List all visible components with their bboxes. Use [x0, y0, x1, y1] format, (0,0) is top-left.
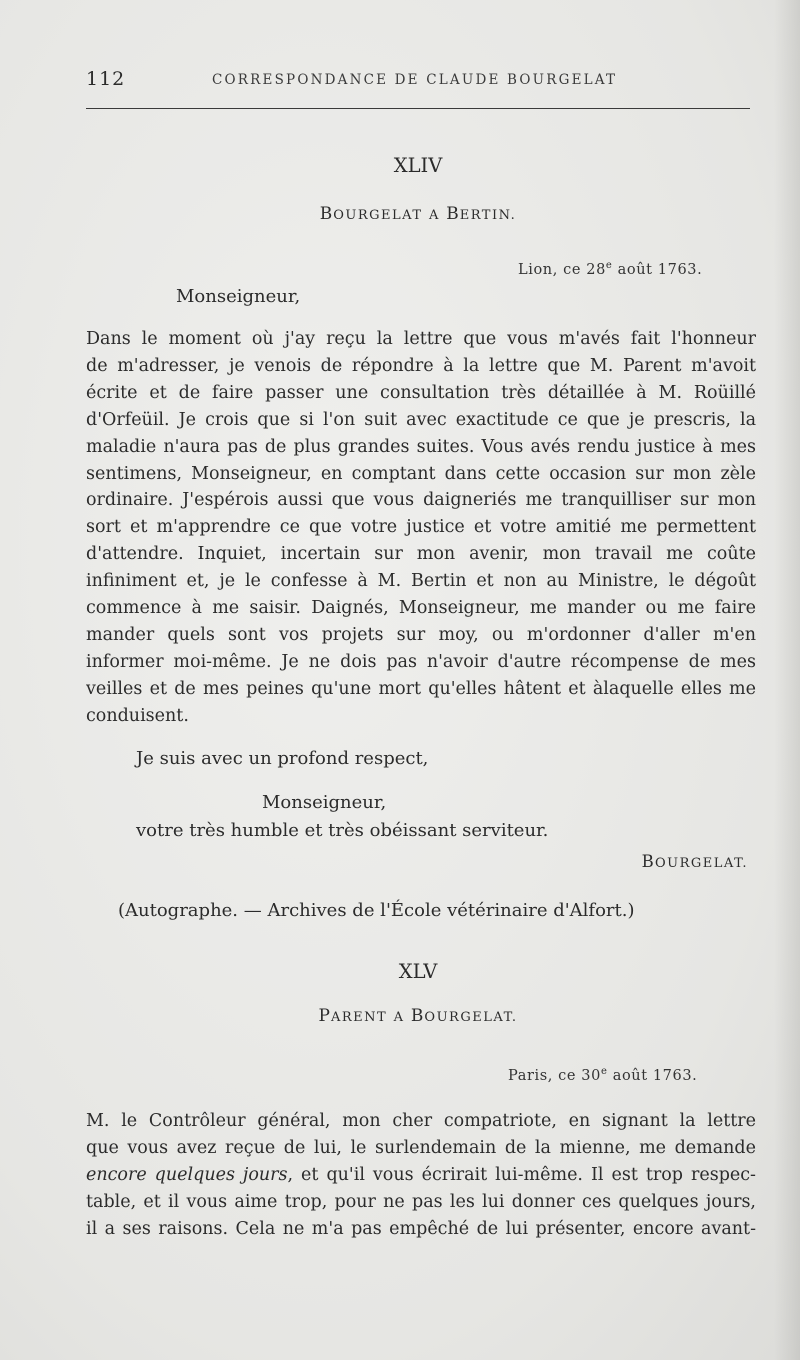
body-line: Dans le moment où j'ay reçu la lettre que vous m'avés fait l'honneur — [86, 329, 756, 349]
closing-line-1: Je suis avec un profond respect, — [136, 748, 429, 769]
body-line: infiniment et, je le confesse à M. Bertin et non au Ministre, le dégoût — [86, 571, 756, 592]
source-note: (Autographe. — Archives de l'École vétérinaire d'Alfort.) — [118, 900, 635, 921]
body-line: écrite et de faire passer une consultation très détaillée à M. Roüillé — [86, 382, 756, 403]
page-number: 112 — [86, 68, 126, 90]
body-line: veilles et de mes peines qu'une mort qu'elles hâtent et àlaquelle elles me — [86, 678, 756, 699]
body-line: encore quelques jours, et qu'il vous écrirait lui-même. Il est trop respec- — [86, 1164, 756, 1185]
closing-line-2: Monseigneur, — [262, 792, 387, 813]
page-edge-shadow — [774, 0, 800, 1360]
dateline-xliv — [518, 260, 702, 278]
signature — [642, 852, 748, 871]
salutation: Monseigneur, — [176, 286, 301, 307]
body-line: sentimens, Monseigneur, en comptant dans cette occasion sur mon zèle — [86, 463, 756, 484]
letter-from-to-text: PARENT A BOURGELAT. — [318, 1006, 518, 1026]
body-line: ordinaire. J'espérois aussi que vous daigneriés me tranquilliser sur mon — [86, 490, 756, 511]
body-line: d'Orfeüil. Je crois que si l'on suit avec exactitude ce que je prescris, la — [86, 409, 756, 430]
letter-from-to-xlv — [86, 1006, 750, 1026]
body-line: que vous avez reçue de lui, le surlendemain de la mienne, me demande — [86, 1137, 756, 1158]
letter-body-xliv — [86, 326, 756, 730]
header-rule — [86, 108, 750, 109]
signature-text: BOURGELAT. — [641, 852, 748, 871]
body-line: commence à me saisir. Daignés, Monseigneur, me mander ou me faire — [86, 598, 756, 619]
letter-body-xlv — [86, 1108, 756, 1243]
body-line: maladie n'aura pas de plus grandes suites. Vous avés rendu justice à mes — [86, 436, 756, 457]
running-head — [86, 68, 750, 92]
closing-line-3: votre très humble et très obéissant serviteur. — [136, 820, 549, 841]
body-line: conduisent. — [86, 705, 189, 726]
dateline-text: Paris, ce 30e août 1763. — [508, 1066, 698, 1084]
body-line: sort et m'apprendre ce que votre justice et votre amitié me permettent — [86, 517, 756, 538]
letter-from-to-text: BOURGELAT A BERTIN. — [319, 204, 517, 224]
letter-number-xliv: XLIV — [393, 154, 443, 177]
body-line: M. le Contrôleur général, mon cher compatriote, en signant la lettre — [86, 1111, 756, 1131]
body-line: de m'adresser, je venois de répondre à la lettre que M. Parent m'avoit — [86, 355, 756, 376]
body-line: informer moi-même. Je ne dois pas n'avoir d'autre récompense de mes — [86, 651, 756, 672]
body-line: mander quels sont vos projets sur moy, ou m'ordonner d'aller m'en — [86, 624, 756, 645]
body-line: il a ses raisons. Cela ne m'a pas empêché de lui présenter, encore avant- — [86, 1218, 756, 1239]
body-line: d'attendre. Inquiet, incertain sur mon avenir, mon travail me coûte — [86, 544, 756, 565]
dateline-xlv — [508, 1066, 697, 1084]
letter-number-xlv: XLV — [398, 960, 438, 983]
dateline-text: Lion, ce 28e août 1763. — [518, 260, 703, 278]
body-line: table, et il vous aime trop, pour ne pas les lui donner ces quelques jours, — [86, 1191, 756, 1212]
letter-from-to-xliv — [86, 204, 750, 224]
running-title: CORRESPONDANCE DE CLAUDE BOURGELAT — [212, 72, 618, 88]
